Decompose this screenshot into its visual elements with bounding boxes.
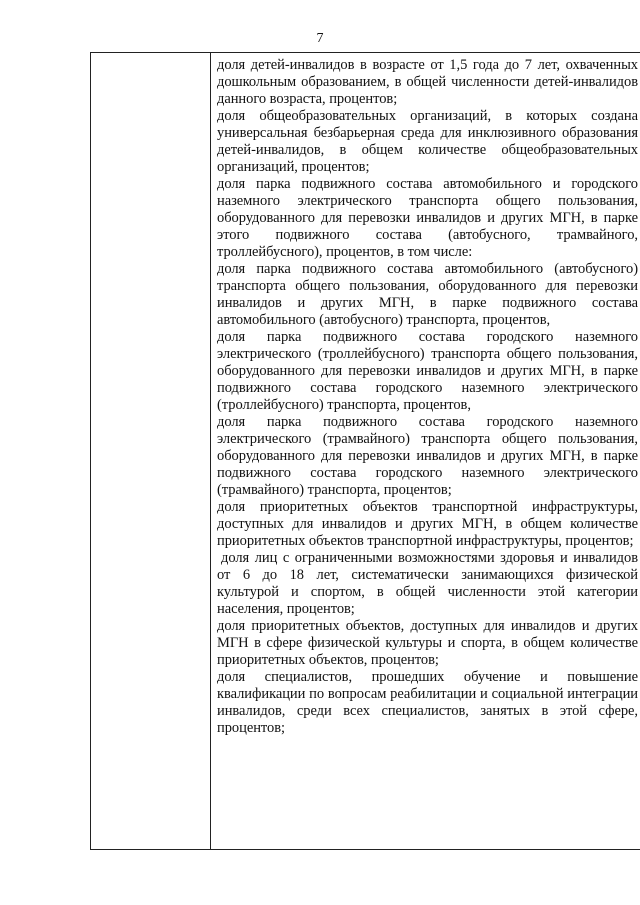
page-number: 7	[316, 31, 324, 46]
indicator-paragraph: доля парка подвижного состава автомобильного и городского наземного электрического транспорта общего пользования, оборудованного для перевозки инвалидов и других МГН, в парке этого подвижного состава (автобусного, трамвайного, троллейбусного), процентов, в том числе:	[217, 176, 638, 260]
indicator-paragraph: доля парка подвижного состава городского наземного электрического (троллейбусного) транспорта общего пользования, оборудованного для перевозки инвалидов и других МГН, в парке подвижного состава городского наземного электрического (троллейбусного) транспорта, процентов,	[217, 329, 638, 413]
indicator-paragraph: доля лиц с ограниченными возможностями здоровья и инвалидов от 6 до 18 лет, систематически занимающихся физической культурой и спортом, в общей численности этой категории населения, процентов;	[217, 550, 638, 617]
indicator-paragraph: доля приоритетных объектов транспортной инфраструктуры, доступных для инвалидов и других МГН, в общем количестве приоритетных объектов транспортной инфраструктуры, процентов;	[217, 499, 638, 549]
indicator-paragraph: доля общеобразовательных организаций, в которых создана универсальная безбарьерная среда для инклюзивного образования детей-инвалидов, в общем количестве общеобразовательных организаций, процентов;	[217, 108, 638, 175]
indicator-table	[90, 52, 640, 850]
indicator-paragraph: доля парка подвижного состава автомобильного (автобусного) транспорта общего пользования, оборудованного для перевозки инвалидов и других МГН, в парке подвижного состава автомобильного (автобусного) транспорта, процентов,	[217, 261, 638, 328]
table-right-column	[211, 53, 640, 849]
indicator-paragraph: доля парка подвижного состава городского наземного электрического (трамвайного) транспорта общего пользования, оборудованного для перевозки инвалидов и других МГН, в парке подвижного состава городского наземного электрического (трамвайного) транспорта, процентов;	[217, 414, 638, 498]
indicator-paragraph: доля детей-инвалидов в возрасте от 1,5 года до 7 лет, охваченных дошкольным образованием, в общей численности детей-инвалидов данного возраста, процентов;	[217, 57, 638, 107]
table-left-column	[91, 53, 211, 849]
indicator-paragraph: доля специалистов, прошедших обучение и повышение квалификации по вопросам реабилитации и социальной интеграции инвалидов, среди всех специалистов, занятых в этой сфере, процентов;	[217, 669, 638, 736]
indicator-paragraph: доля приоритетных объектов, доступных для инвалидов и других МГН в сфере физической культуры и спорта, в общем количестве приоритетных объектов, процентов;	[217, 618, 638, 668]
